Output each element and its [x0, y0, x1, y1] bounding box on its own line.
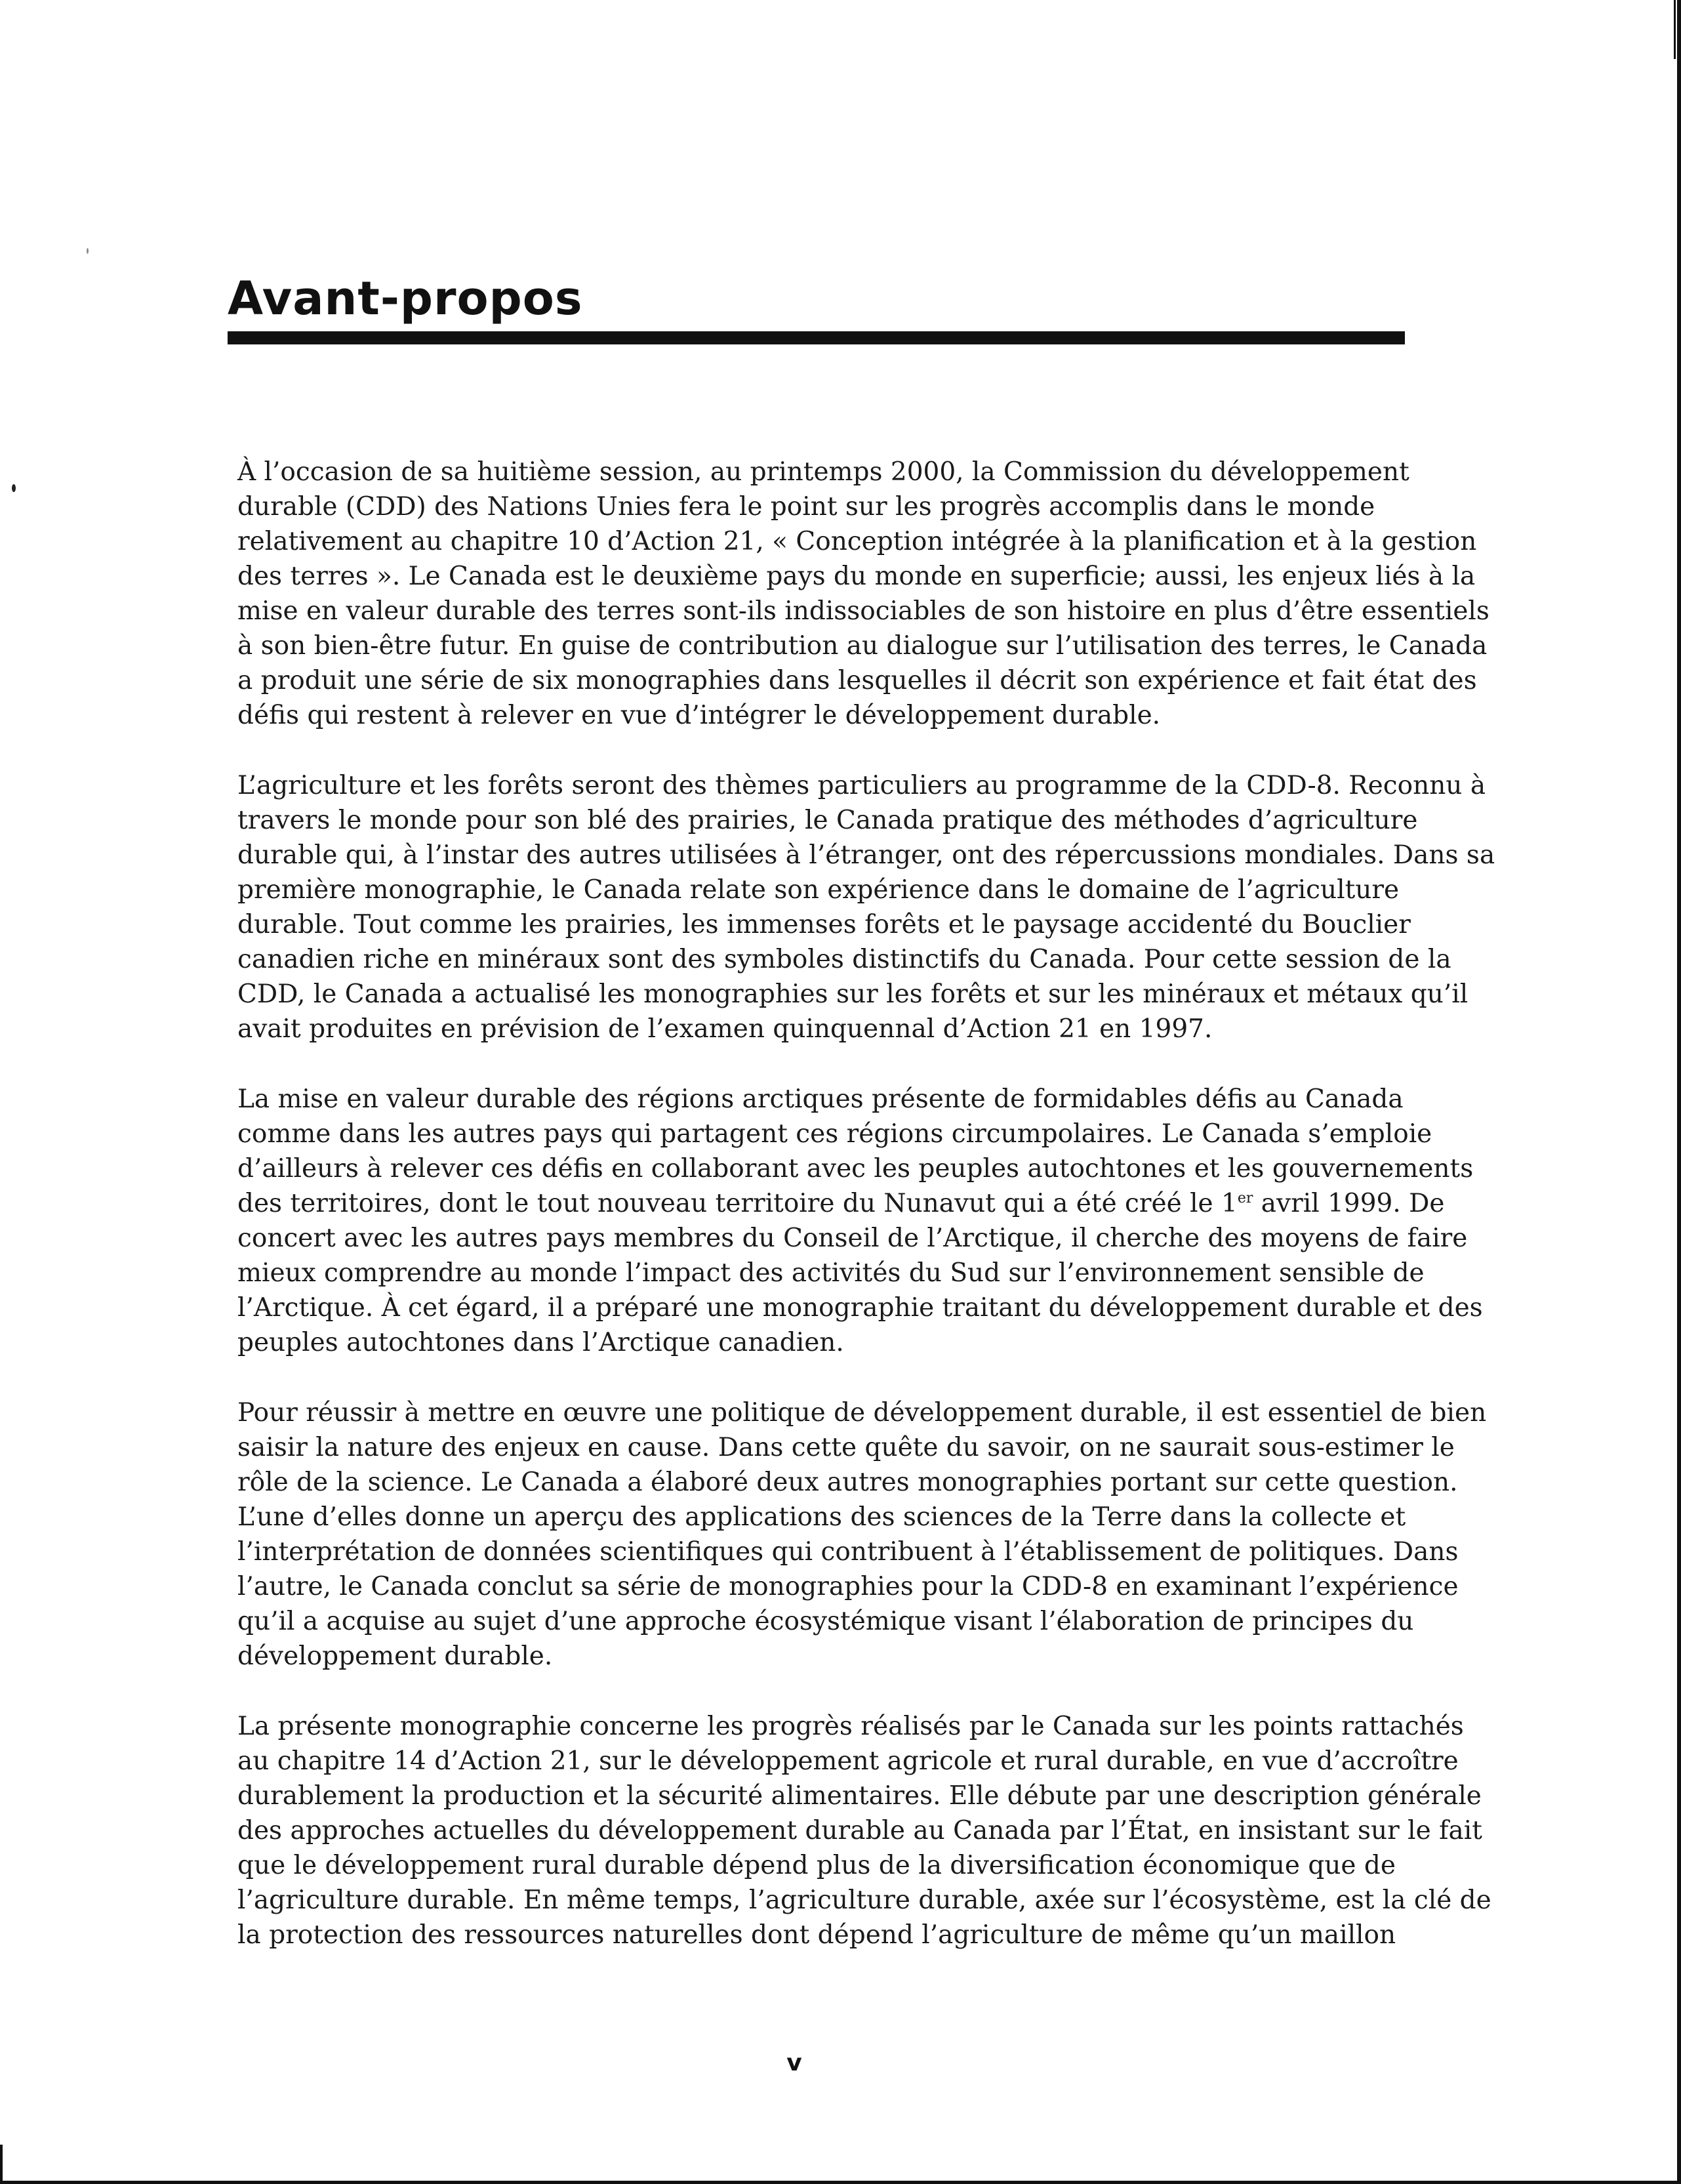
text-line: défis qui restent à relever en vue d’intégrer le développement durable.: [237, 701, 1161, 730]
text-line: la protection des ressources naturelles dont dépend l’agriculture de même qu’un maillon: [237, 1920, 1396, 1950]
paragraph-3: [237, 1082, 1483, 1360]
paragraph-5: [237, 1709, 1491, 1952]
scan-edge-right: [1677, 0, 1681, 2184]
text-line: durable. Tout comme les prairies, les immenses forêts et le paysage accidenté du Bouclier: [237, 910, 1411, 939]
ordinal-superscript: er: [1237, 1190, 1253, 1206]
text-line: que le développement rural durable dépend plus de la diversification économique que de: [237, 1851, 1396, 1880]
text-line: relativement au chapitre 10 d’Action 21, « Conception intégrée à la planification et à la gestion: [237, 527, 1477, 556]
text-line: Pour réussir à mettre en œuvre une politique de développement durable, il est essentiel de bien: [237, 1398, 1487, 1428]
text-line: canadien riche en minéraux sont des symboles distinctifs du Canada. Pour cette session de la: [237, 945, 1451, 974]
title-rule: [228, 331, 1405, 344]
text-line: à son bien-être futur. En guise de contribution au dialogue sur l’utilisation des terres, le Canada: [237, 631, 1488, 661]
text-line: première monographie, le Canada relate son expérience dans le domaine de l’agriculture: [237, 875, 1400, 905]
text-line: mieux comprendre au monde l’impact des activités du Sud sur l’environnement sensible de: [237, 1258, 1425, 1288]
text-line: L’une d’elles donne un aperçu des applications des sciences de la Terre dans la collecte et: [237, 1502, 1406, 1532]
text-line: développement durable.: [237, 1641, 553, 1671]
text-line: La mise en valeur durable des régions arctiques présente de formidables défis au Canada: [237, 1084, 1404, 1114]
text-line: CDD, le Canada a actualisé les monographies sur les forêts et sur les minéraux et métaux qu’il: [237, 979, 1468, 1009]
text-line: mise en valeur durable des terres sont-ils indissociables de son histoire en plus d’être essentiels: [237, 596, 1489, 626]
scan-speck: [87, 248, 89, 254]
text-line: durable qui, à l’instar des autres utilisées à l’étranger, ont des répercussions mondiales. Dans sa: [237, 840, 1495, 870]
text-line: au chapitre 14 d’Action 21, sur le développement agricole et rural durable, en vue d’accroître: [237, 1746, 1459, 1776]
paragraph-1: [237, 455, 1489, 733]
text-segment: des territoires, dont le tout nouveau territoire du Nunavut qui a été créé le 1: [237, 1189, 1238, 1218]
scan-edge-mark: [1674, 0, 1676, 59]
text-line: l’interprétation de données scientifiques qui contribuent à l’établissement de politiques. Dans: [237, 1537, 1459, 1567]
text-segment: avril 1999. De: [1253, 1189, 1445, 1218]
text-line: rôle de la science. Le Canada a élaboré deux autres monographies portant sur cette question.: [237, 1468, 1458, 1497]
text-line: [237, 1186, 1445, 1221]
text-line: saisir la nature des enjeux en cause. Dans cette quête du savoir, on ne saurait sous-estimer le: [237, 1433, 1455, 1462]
text-line: concert avec les autres pays membres du Conseil de l’Arctique, il cherche des moyens de faire: [237, 1224, 1468, 1253]
scan-edge-bottom: [0, 2181, 1681, 2184]
text-line: comme dans les autres pays qui partagent ces régions circumpolaires. Le Canada s’emploie: [237, 1119, 1432, 1149]
scan-edge-left: [0, 2145, 3, 2184]
text-line: qu’il a acquise au sujet d’une approche écosystémique visant l’élaboration de principes du: [237, 1607, 1414, 1636]
text-line: durablement la production et la sécurité alimentaires. Elle débute par une description générale: [237, 1781, 1482, 1811]
text-line: L’agriculture et les forêts seront des thèmes particuliers au programme de la CDD-8. Reconnu à: [237, 771, 1486, 800]
text-line: a produit une série de six monographies dans lesquelles il décrit son expérience et fait état des: [237, 666, 1477, 695]
text-line: travers le monde pour son blé des prairies, le Canada pratique des méthodes d’agriculture: [237, 806, 1418, 835]
text-line: l’Arctique. À cet égard, il a préparé une monographie traitant du développement durable et des: [237, 1293, 1483, 1323]
body-text: [237, 455, 1495, 1952]
text-line: La présente monographie concerne les progrès réalisés par le Canada sur les points rattachés: [237, 1712, 1464, 1741]
text-line: d’ailleurs à relever ces défis en collaborant avec les peuples autochtones et les gouvernements: [237, 1154, 1474, 1184]
paragraph-2: [237, 768, 1495, 1046]
scan-speck: [12, 484, 16, 492]
text-line: À l’occasion de sa huitième session, au printemps 2000, la Commission du développement: [237, 457, 1409, 487]
text-line: avait produites en prévision de l’examen quinquennal d’Action 21 en 1997.: [237, 1014, 1213, 1044]
page-title: Avant-propos: [228, 272, 583, 325]
text-line: l’agriculture durable. En même temps, l’agriculture durable, axée sur l’écosystème, est la clé de: [237, 1885, 1491, 1915]
text-line: des terres ». Le Canada est le deuxième pays du monde en superficie; aussi, les enjeux liés à la: [237, 562, 1476, 591]
text-line: durable (CDD) des Nations Unies fera le point sur les progrès accomplis dans le monde: [237, 492, 1375, 522]
text-line: peuples autochtones dans l’Arctique canadien.: [237, 1328, 844, 1357]
paragraph-4: [237, 1395, 1487, 1674]
text-line: l’autre, le Canada conclut sa série de monographies pour la CDD-8 en examinant l’expérience: [237, 1572, 1459, 1601]
text-line: des approches actuelles du développement durable au Canada par l’État, en insistant sur le fait: [237, 1816, 1482, 1845]
page-number: v: [786, 2050, 802, 2076]
